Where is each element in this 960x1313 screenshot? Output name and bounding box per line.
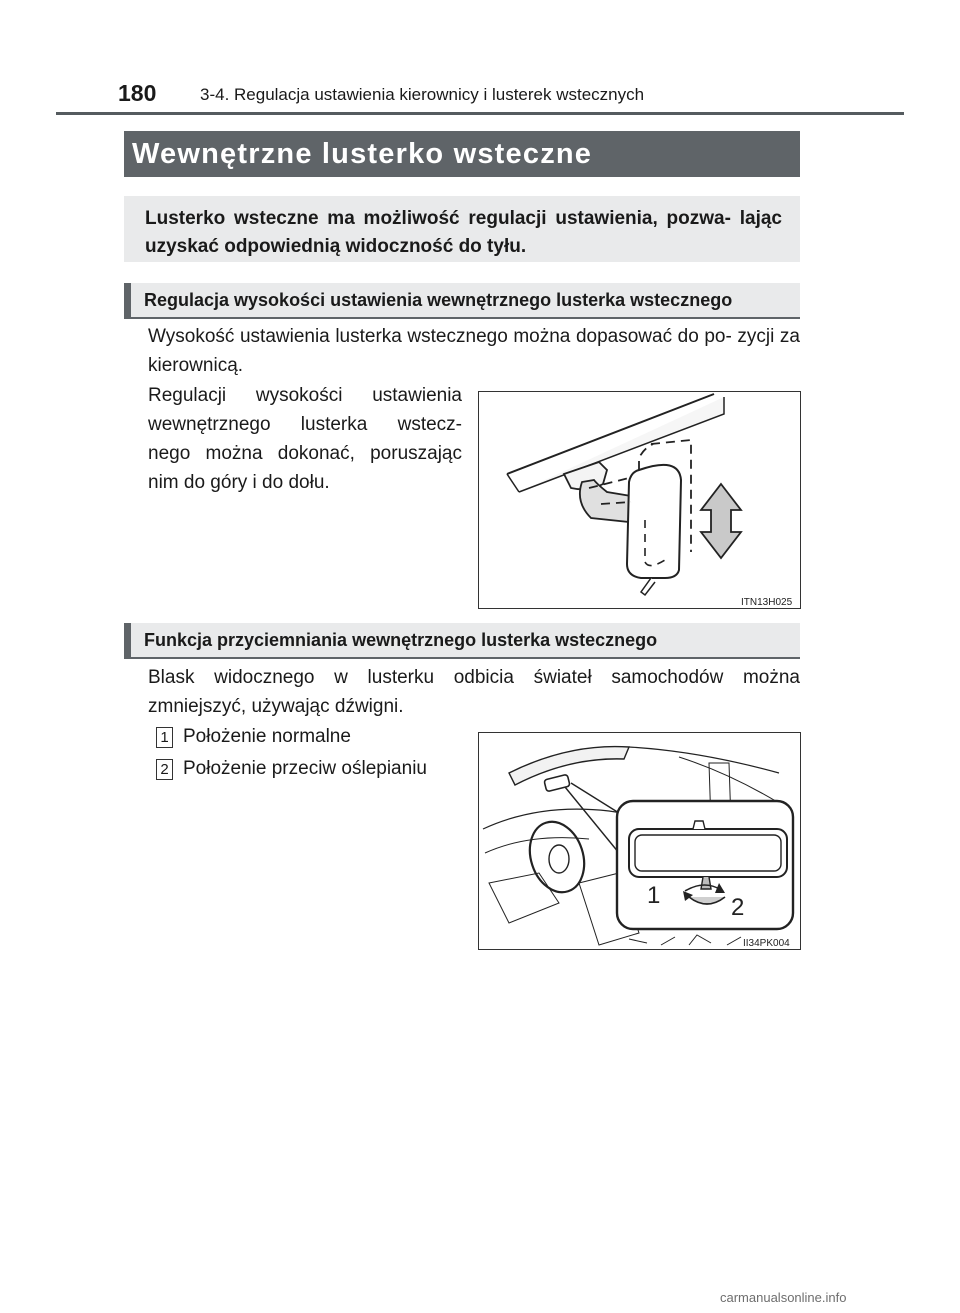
callout-number-1: 1: [647, 882, 661, 909]
header-rule: [56, 112, 904, 115]
list-item: [156, 758, 427, 780]
subsection-height-heading: Regulacja wysokości ustawienia wewnętrznego lusterka wstecznego: [124, 283, 800, 319]
list-item: [156, 726, 351, 748]
mirror-height-illustration: [479, 392, 800, 608]
page-number: 180: [118, 80, 157, 106]
instruction-line: nim do góry i do dołu.: [148, 472, 330, 493]
section-title: Wewnętrzne lusterko wsteczne: [124, 131, 800, 177]
instruction-line: nego można dokonać, poruszając: [148, 443, 462, 464]
running-header: 3-4. Regulacja ustawienia kierownicy i lusterek wstecznych: [200, 85, 645, 104]
dimming-figure: [478, 732, 801, 950]
height-instruction: [148, 381, 462, 497]
intro-text: Lusterko wsteczne ma możliwość regulacji ustawienia, pozwa- lając uzyskać odpowiednią widoczność do tyłu.: [145, 208, 782, 257]
subsection-dimming-heading: Funkcja przyciemniania wewnętrznego lusterka wstecznego: [124, 623, 800, 659]
watermark: carmanualsonline.info: [720, 1290, 847, 1305]
mirror-height-figure: [478, 391, 801, 609]
height-paragraph: Wysokość ustawienia lusterka wstecznego można dopasować do po- zycji za kierownicą.: [148, 326, 800, 376]
instruction-line: wewnętrznego lusterka wstecz-: [148, 414, 462, 435]
item-number: 1: [156, 727, 173, 748]
dimming-paragraph: Blask widocznego w lusterku odbicia świateł samochodów można zmniejszyć, używając dźwigni.: [148, 667, 800, 717]
figure-code: ITN13H025: [741, 597, 793, 608]
callout-number-2: 2: [731, 894, 745, 921]
instruction-line: Regulacji wysokości ustawienia: [148, 385, 462, 406]
figure-code: II34PK004: [743, 938, 790, 949]
item-label: Położenie normalne: [183, 726, 351, 747]
cabin-illustration: [479, 733, 800, 949]
intro-box: [124, 196, 800, 262]
item-number: 2: [156, 759, 173, 780]
item-label: Położenie przeciw oślepianiu: [183, 758, 427, 779]
